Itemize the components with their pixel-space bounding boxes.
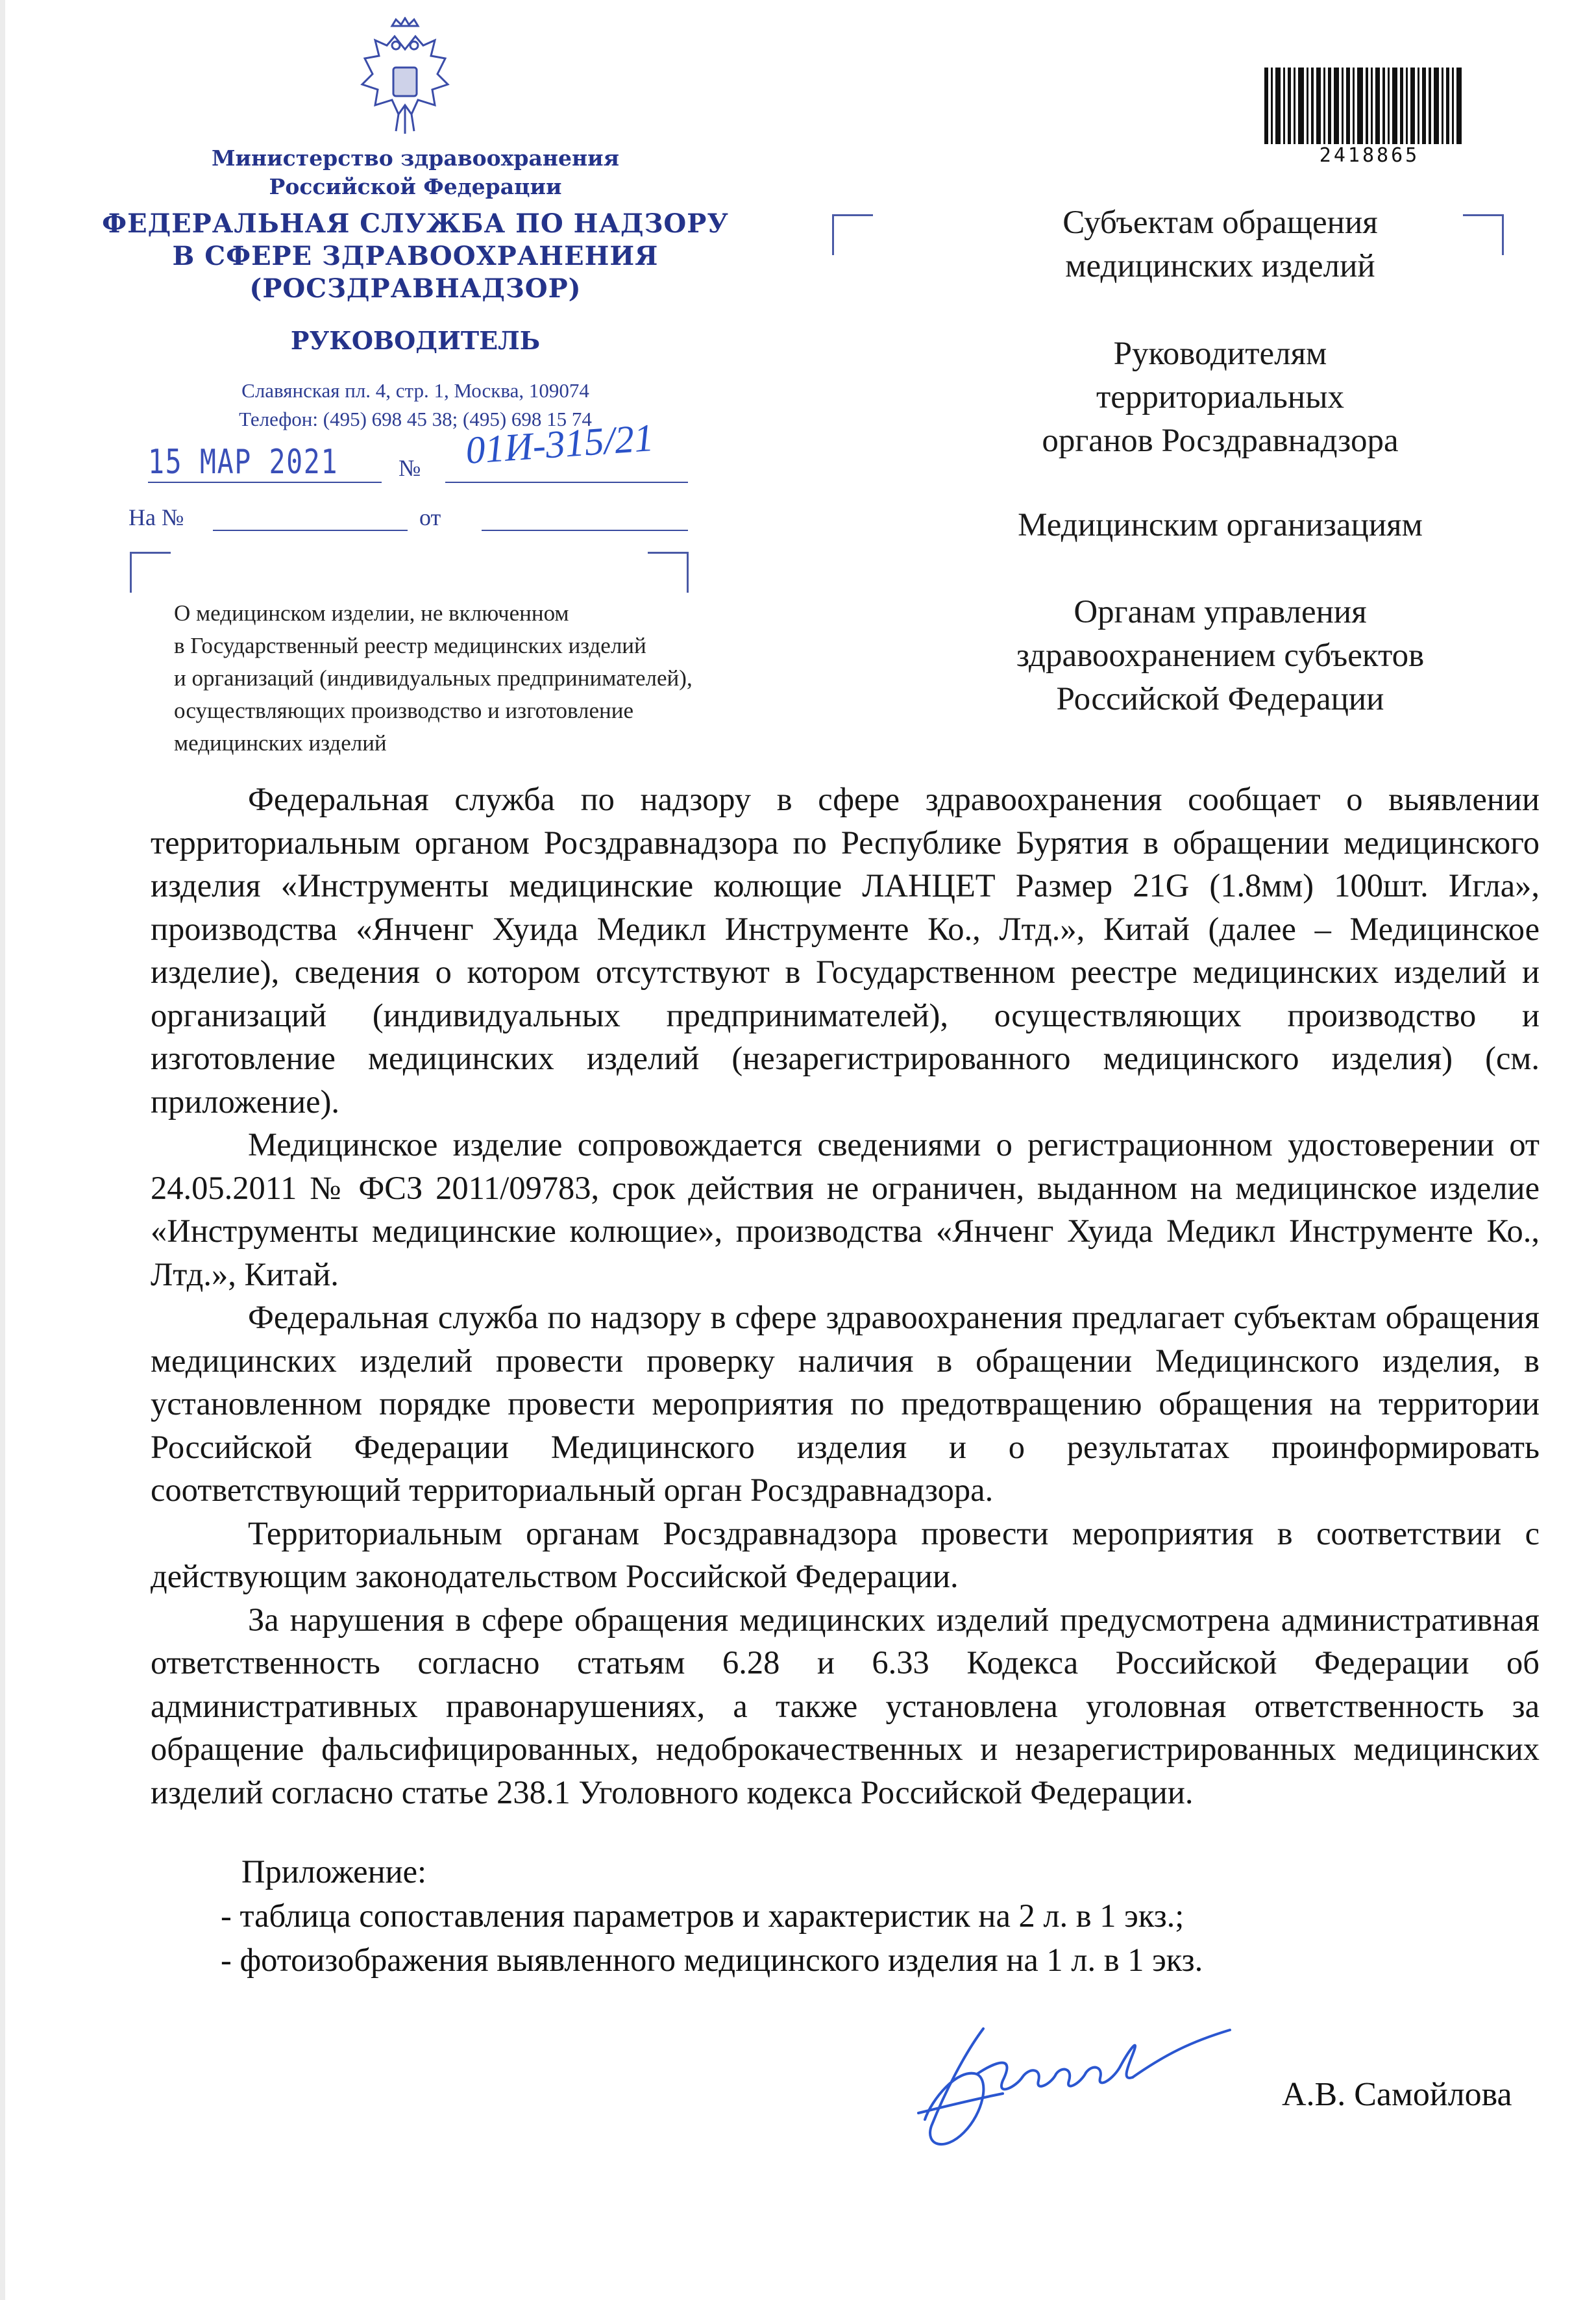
subject-line: и организаций (индивидуальных предпринимателей), [174, 665, 693, 691]
scan-edge [0, 0, 5, 2300]
coat-of-arms-icon [356, 17, 454, 140]
addressee-line: территориальных [1096, 379, 1344, 415]
addressee-line: Органам управления [1074, 594, 1367, 630]
subject-line: О медицинском изделии, не включенном [174, 600, 569, 626]
subject-line: в Государственный реестр медицинских изделий [174, 633, 646, 658]
attachment-item: - фотоизображения выявленного медицинского изделия на 1 л. в 1 экз. [221, 1942, 1203, 1978]
addressee-line: Медицинским организациям [1018, 507, 1423, 543]
addressee-territorial-heads [928, 332, 1512, 463]
body-paragraph: Медицинское изделие сопровождается сведениями о регистрационном удостоверении от 24.05.2011 № ФСЗ 2011/09783, срок действия не ограничен, выданном на медицинское изделие «Инструменты медицинские колющие», производства «Янченг Хуида Медикл Инструменте Ко., Лтд.», Китай. [151, 1126, 1540, 1292]
reference-label: На № [129, 504, 184, 530]
from-label: от [419, 504, 441, 530]
body-paragraph: Территориальным органам Росздравнадзора провести мероприятия в соответствии с действующим законодательством Российской Федерации. [151, 1515, 1540, 1594]
ministry-line: Министерство здравоохранения [212, 145, 619, 171]
date-underline [148, 482, 382, 483]
addressee-line: Российской Федерации [1056, 681, 1384, 717]
number-label: № [399, 455, 421, 481]
letter-subject [174, 597, 823, 760]
subject-line: осуществляющих производство и изготовление [174, 698, 634, 723]
signature-image [905, 2016, 1243, 2158]
service-line: В СФЕРЕ ЗДРАВООХРАНЕНИЯ [172, 241, 659, 271]
from-underline [482, 530, 688, 531]
ministry-name [97, 144, 733, 201]
addressee-line: медицинских изделий [1065, 248, 1375, 284]
addressee-subjects [928, 201, 1512, 288]
barcode-number: 2418865 [1319, 144, 1420, 167]
attachment-item: - таблица сопоставления параметров и характеристик на 2 л. в 1 экз.; [221, 1898, 1185, 1934]
service-name [97, 208, 733, 305]
addressee-line: здравоохранением субъектов [1016, 637, 1425, 674]
date-stamp: 15 МАР 2021 [148, 443, 339, 482]
ministry-line: Российской Федерации [269, 174, 562, 199]
service-line: ФЕДЕРАЛЬНАЯ СЛУЖБА ПО НАДЗОРУ [102, 208, 729, 239]
addressee-medical-orgs [928, 504, 1512, 547]
addressee-line: Субъектам обращения [1062, 204, 1378, 241]
barcode [1264, 68, 1466, 144]
handwritten-number: 01И-315/21 [464, 415, 656, 473]
addressee-line: органов Росздравнадзора [1042, 423, 1399, 459]
subject-line: медицинских изделий [174, 730, 387, 756]
phone: Телефон: (495) 698 45 38; (495) 698 15 74 [239, 408, 592, 430]
addressee-corner-left [832, 214, 873, 255]
body-paragraph: За нарушения в сфере обращения медицинских изделий предусмотрена административная ответственность согласно статьям 6.28 и 6.33 Кодекса Российской Федерации об административных правонарушениях, а также установлена уголовная ответственность за обращение фальсифицированных, недоброкачественных и незарегистрированных медицинских изделий согласно статье 238.1 Уголовного кодекса Российской Федерации. [151, 1601, 1540, 1811]
subject-corner-right [648, 552, 689, 593]
addressee-health-authorities [928, 591, 1512, 721]
head-title: РУКОВОДИТЕЛЬ [290, 326, 541, 355]
letter-body [151, 778, 1540, 1814]
addressee-line: Руководителям [1113, 336, 1327, 372]
signer-name: А.В. Самойлова [1282, 2076, 1512, 2113]
reference-underline [213, 530, 408, 531]
subject-corner-left [130, 552, 171, 593]
number-underline [445, 482, 688, 483]
body-paragraph: Федеральная служба по надзору в сфере здравоохранения предлагает субъектам обращения медицинских изделий провести проверку наличия в обращении Медицинского изделия, в установленном порядке провести мероприятия по предотвращению обращения на территории Российской Федерации Медицинского изделия и о результатах проинформировать соответствующий территориальный орган Росздравнадзора. [151, 1299, 1540, 1508]
address: Славянская пл. 4, стр. 1, Москва, 109074 [241, 379, 589, 402]
attachments-title: Приложение: [241, 1853, 427, 1890]
service-line: (РОСЗДРАВНАДЗОР) [249, 273, 582, 304]
body-paragraph: Федеральная служба по надзору в сфере здравоохранения сообщает о выявлении территориальным органом Росздравнадзора по Республике Бурятия в обращении медицинского изделия «Инструменты медицинские колющие ЛАНЦЕТ Размер 21G (1.8мм) 100шт. Игла», производства «Янченг Хуида Медикл Инструменте Ко., Лтд.», Китай (далее – Медицинское изделие), сведения о котором отсутствуют в Государственном реестре медицинских изделий и организаций (индивидуальных предпринимателей), осуществляющих производство и изготовление медицинских изделий (незарегистрированного медицинского изделия) (см. приложение). [151, 781, 1540, 1120]
